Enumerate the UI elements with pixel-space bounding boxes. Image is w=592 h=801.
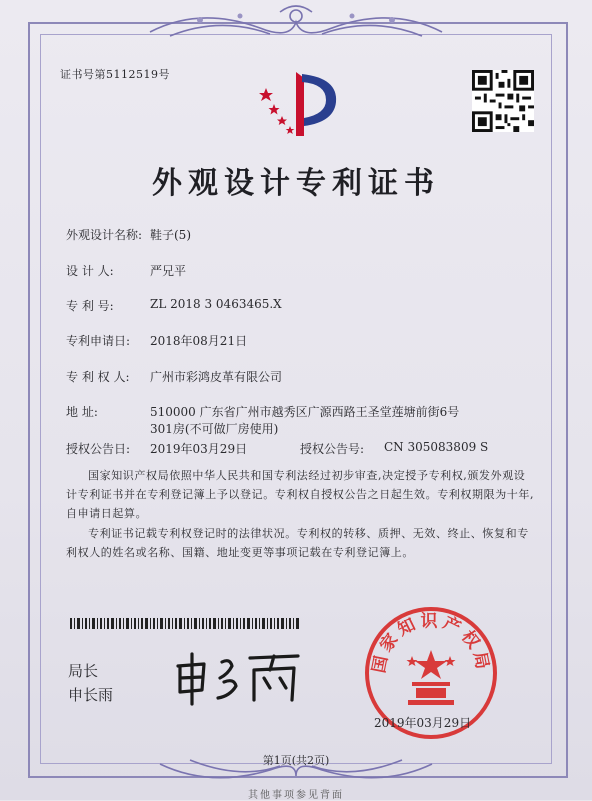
design-name-value: 鞋子(5): [150, 228, 191, 242]
application-date-label: 专利申请日:: [66, 334, 131, 348]
qr-code-icon: [472, 70, 534, 132]
director-name: 申长雨: [68, 686, 114, 704]
director-title: 局长: [68, 662, 99, 680]
patentee-label: 专 利 权 人:: [66, 370, 130, 384]
address-label: 地 址:: [66, 405, 98, 419]
footer-note: 其他事项参见背面: [248, 790, 344, 801]
seal-date: 2019年03月29日: [374, 716, 472, 730]
grant-number-label: 授权公告号:: [300, 442, 365, 456]
design-name-label: 外观设计名称:: [66, 228, 143, 242]
top-ornament: [140, 2, 452, 46]
certificate-title: 外观设计专利证书: [152, 166, 440, 201]
address-line-1: 510000 广东省广州市越秀区广源西路王圣堂莲塘前街6号: [150, 405, 460, 419]
director-signature: [170, 648, 310, 708]
svg-text:国家知识产权局: 国家知识产权局: [369, 611, 493, 675]
grant-number-value: CN 305083809 S: [384, 440, 489, 454]
address-line-2: 301房(不可做厂房使用): [150, 422, 279, 436]
designer-value: 严兄平: [150, 264, 187, 278]
designer-label: 设 计 人:: [66, 264, 114, 278]
legal-status-paragraph: 专利证书记载专利权登记时的法律状况。专利权的转移、质押、无效、终止、恢复和专利权人的姓名或名称、国籍、地址变更等事项记载在专利登记簿上。: [66, 527, 529, 559]
grant-statement-paragraph: 国家知识产权局依照中华人民共和国专利法经过初步审查,决定授予专利权,颁发外观设计专利证书并在专利登记簿上予以登记。专利权自授权公告之日起生效。专利权期限为十年,自申请日起算。: [66, 469, 535, 520]
patentee-value: 广州市彩鸿皮革有限公司: [150, 370, 283, 384]
barcode-icon: [70, 618, 300, 629]
patent-number-value: ZL 2018 3 0463465.X: [150, 297, 282, 311]
grant-date-value: 2019年03月29日: [150, 442, 248, 456]
certificate-number: 证书号第5112519号: [60, 68, 170, 81]
application-date-value: 2018年08月21日: [150, 334, 248, 348]
page-number: 第1页(共2页): [262, 754, 330, 767]
grant-date-label: 授权公告日:: [66, 442, 131, 456]
patent-number-label: 专 利 号:: [66, 299, 114, 313]
patent-office-logo-icon: [252, 64, 348, 144]
